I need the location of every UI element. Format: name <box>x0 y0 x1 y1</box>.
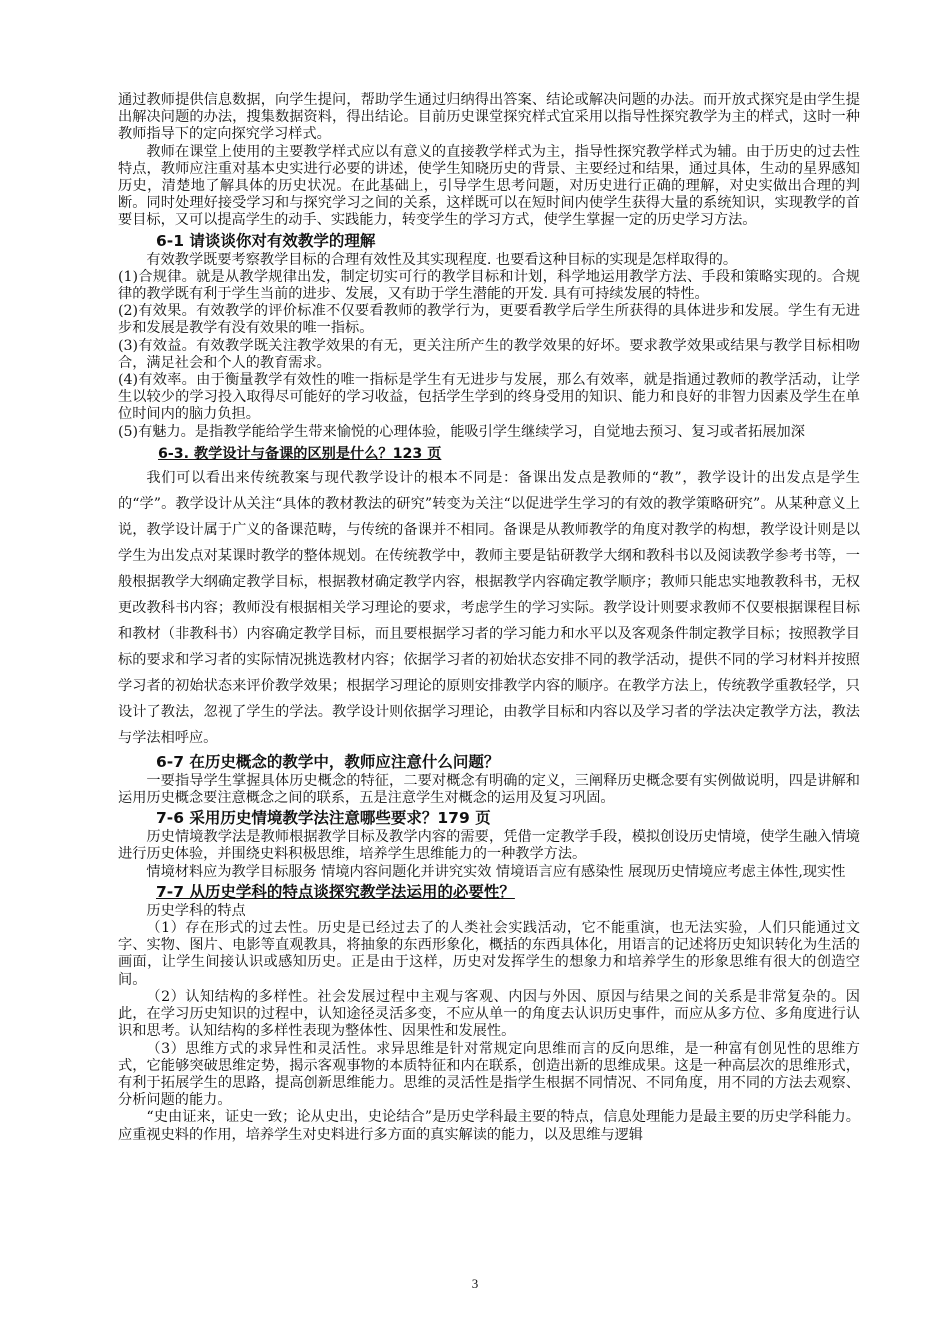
page-number: 3 <box>471 1276 479 1291</box>
heading-7-7: 7-7 从历史学科的特点谈探究教学法运用的必要性？ <box>156 882 515 901</box>
paragraph: 情境材料应为教学目标服务 情境内容问题化并讲究实效 情境语言应有感染性 展现历史情境应考虑主体性,现实性 <box>146 863 846 880</box>
paragraph: 有效教学既要考察教学目标的合理有效性及其实现程度. 也要看这种目标的实现是怎样取得的。 <box>146 251 738 268</box>
paragraph: 我们可以看出来传统教案与现代教学设计的根本不同是：备课出发点是教师的“教”，教学设计的出发点是学生的“学”。教学设计从关注“具体的教材教法的研究”转变为关注“以促进学生学习的有效的教学策略研究”。从某种意义上说，教学设计属于广义的备课范畴，与传统的备课并不相同。备课是从教师教学的角度对教学的构想，教学设计则是以学生为出发点对某课时教学的整体规划。在传统教学中，教师主要是钻研教学大纲和教科书以及阅读教学参考书等，一般根据教学大纲确定教学目标，根据教材确定教学内容，根据教学内容确定教学顺序；教师只能忠实地教教科书，无权更改教科书内容；教师没有根据相关学习理论的要求，考虑学生的学习实际。教学设计则要求教师不仅要根据课程目标和教材（非教科书）内容确定教学目标，而且要根据学习者的学习能力和水平以及客观条件制定教学目标；按照教学目标的要求和学习者的实际情况挑选教材内容；依据学习者的初始状态安排不同的教学活动，提供不同的学习材料并按照学习者的初始状态来评价教学效果；根据学习理论的原则安排教学内容的顺序。在教学方法上，传统教学重教轻学，只设计了教法，忽视了学生的学法。教学设计则依据学习理论，由教学目标和内容以及学习者的学法决定教学方法，教法与学法相呼应。 <box>118 469 860 746</box>
heading-6-3: 6-3. 教学设计与备课的区别是什么？123 页 <box>158 445 442 462</box>
paragraph: 通过教师提供信息数据，向学生提问，帮助学生通过归纳得出答案、结论或解决问题的办法。而开放式探究是由学生提出解决问题的办法，搜集数据资料，得出结论。目前历史课堂探究样式宜采用以指导性探究教学为主的样式，这时一种教师指导下的定向探究学习样式。 <box>118 92 860 143</box>
list-item: （2）认知结构的多样性。社会发展过程中主观与客观、内因与外因、原因与结果之间的关系是非常复杂的。因此，在学习历史知识的过程中，认知途径灵活多变，不应从单一的角度去认识历史事件，而应从多方位、多角度进行认识和思考。认知结构的多样性表现为整体性、因果性和发展性。 <box>118 988 860 1040</box>
section-intro <box>118 92 860 230</box>
list-item: (3)有效益。有效教学既关注教学效果的有无，更关注所产生的教学效果的好坏。要求教学效果或结果与教学目标相吻合，满足社会和个人的教育需求。 <box>118 337 860 371</box>
list-item: (5)有魅力。是指教学能给学生带来愉悦的心理体验，能吸引学生继续学习，自觉地去预习、复习或者拓展加深 <box>118 423 805 440</box>
subheading: 历史学科的特点 <box>146 902 246 919</box>
paragraph: 历史情境教学法是教师根据教学目标及教学内容的需要，凭借一定教学手段，模拟创设历史情境，使学生融入情境进行历史体验，并围绕史料积极思维，培养学生思维能力的一种教学方法。 <box>118 829 860 863</box>
section-7-7 <box>118 903 860 1144</box>
list-item: (4)有效率。由于衡量教学有效性的唯一指标是学生有无进步与发展，那么有效率，就是指通过教师的教学活动，让学生以较少的学习投入取得尽可能好的学习收益，包括学生学到的终身受用的知识、能力和良好的非智力因素及学生在单位时间内的脑力负担。 <box>118 372 860 423</box>
list-item: (2)有效果。有效教学的评价标准不仅要看教师的教学行为，更要看教学后学生所获得的具体进步和发展。学生有无进步和发展是教学有没有效果的唯一指标。 <box>118 303 860 337</box>
document-page <box>118 92 860 1144</box>
list-item: （3）思维方式的求异性和灵活性。求异思维是针对常规定向思维而言的反向思维，是一种富有创见性的思维方式，它能够突破思维定势，揭示客观事物的本质特征和内在联系，创造出新的思维成果。这是一种高层次的思维形式，有利于拓展学生的思路，提高创新思维能力。思维的灵活性是指学生根据不同情况、不同角度，用不同的方法去观察、分析问题的能力。 <box>118 1040 860 1109</box>
heading-7-6: 7-6 采用历史情境教学法注意哪些要求？179 页 <box>156 809 491 828</box>
section-6-3 <box>118 465 860 751</box>
list-item: (1)合规律。就是从教学规律出发，制定切实可行的教学目标和计划，科学地运用教学方法、手段和策略实现的。合规律的教学既有利于学生当前的进步、发展，又有助于学生潜能的开发. 具有可持续发展的特性。 <box>118 268 860 303</box>
list-item: （1）存在形式的过去性。历史是已经过去了的人类社会实践活动，它不能重演，也无法实验，人们只能通过文字、实物、图片、电影等直观教具，将抽象的东西形象化，概括的东西具体化，用语言的记述将历史知识转化为生活的画面，让学生间接认识或感知历史。正是由于这样，历史对发挥学生的想象力和培养学生的形象思维有很大的创造空间。 <box>118 920 860 988</box>
section-6-7 <box>118 773 860 807</box>
paragraph: “史由证来，证史一致；论从史出，史论结合”是历史学科最主要的特点，信息处理能力是最主要的历史学科能力。应重视史料的作用，培养学生对史料进行多方面的真实解读的能力，以及思维与逻辑 <box>118 1109 860 1143</box>
paragraph: 一要指导学生掌握具体历史概念的特征，二要对概念有明确的定义，三阐释历史概念要有实例做说明，四是讲解和运用历史概念要注意概念之间的联系，五是注意学生对概念的运用及复习巩固。 <box>118 772 860 807</box>
section-6-1 <box>118 252 860 441</box>
heading-6-1: 6-1 请谈谈你对有效教学的理解 <box>156 231 376 250</box>
paragraph: 教师在课堂上使用的主要教学样式应以有意义的直接教学样式为主，指导性探究教学样式为辅。由于历史的过去性特点，教师应注重对基本史实进行必要的讲述，使学生知晓历史的背景、主要经过和结果，通过具体，生动的星界感知历史，清楚地了解具体的历史状况。在此基础上，引导学生思考问题，对历史进行正确的理解，对史实做出合理的判断。同时处理好接受学习和与探究学习之间的关系，这样既可以在短时间内使学生获得大量的系统知识，实现教学的首要目标，又可以提高学生的动手、实践能力，转变学生的学习方式，使学生掌握一定的历史学习方法。 <box>118 143 860 229</box>
heading-6-7: 6-7 在历史概念的教学中，教师应注意什么问题？ <box>156 752 500 771</box>
section-7-6 <box>118 829 860 881</box>
